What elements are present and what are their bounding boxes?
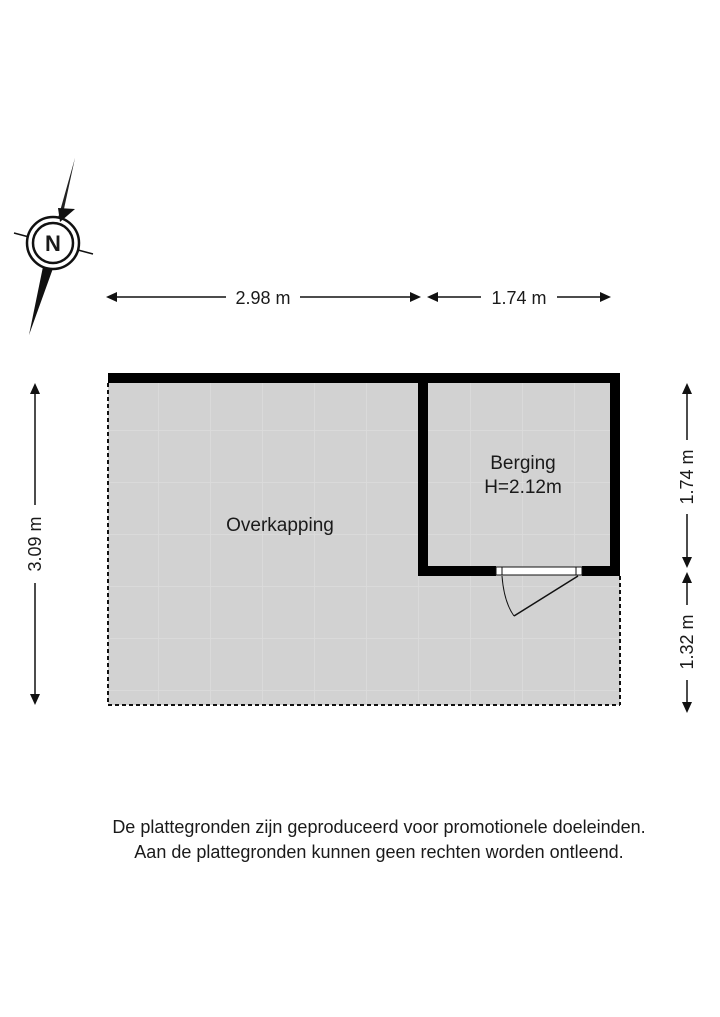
- dimension-label-left: 3.09 m: [25, 516, 45, 572]
- disclaimer: [0, 815, 720, 865]
- berging-room: [428, 383, 610, 566]
- room-label-berging: Berging: [490, 453, 556, 474]
- dimension-label-top-right: 1.74 m: [491, 288, 547, 308]
- disclaimer-line-2: Aan de plattegronden kunnen geen rechten worden ontleend.: [134, 842, 624, 862]
- dimension-label-right-top: 1.74 m: [677, 449, 697, 505]
- compass-label: N: [45, 231, 61, 256]
- dimension-label-top-left: 2.98 m: [235, 288, 291, 308]
- dimension-label-right-bottom: 1.32 m: [677, 614, 697, 670]
- disclaimer-line-1: De plattegronden zijn geproduceerd voor promotionele doeleinden.: [112, 817, 646, 837]
- room-height-berging: H=2.12m: [484, 477, 562, 498]
- room-label-overkapping: Overkapping: [226, 515, 334, 536]
- north-arrow-icon: [14, 158, 93, 335]
